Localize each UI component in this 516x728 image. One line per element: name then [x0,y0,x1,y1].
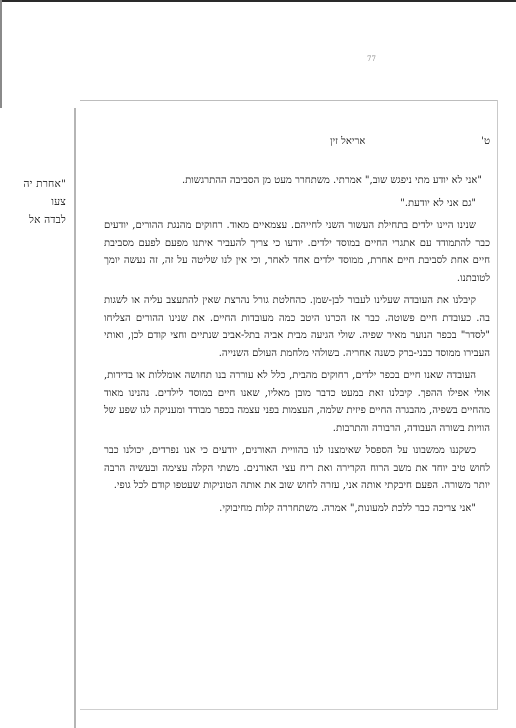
page-header [330,136,490,147]
left-page-line: "אחרת יה [23,178,66,190]
page-edge [80,709,498,710]
paragraph: "אני לא יודע מתי ניפגש שוב," אמרתי. משתחרר מעט מן הסביבה ההתרגשות. [181,175,482,186]
left-page-line: צעו [51,196,66,208]
paragraph: העובדה שאנו חיים בכפר ילדים, רחוקים מהבית, כלל לא עוררה בנו תחושה אומללות או בדידות, אולי אפילו ההפך. קיבלנו זאת במעט כדבר מובן מאליו, שאנו חיים במוסד לילדים. נהנינו מאוד מהחיים בשפיה, מהבגרה החיים פיזית שלמה, העצמות בפני עצמה בכפר מבודד ומעניקה לגו שפע של הוויות בשורה העבודה, הרבורה והתרבות. [104,370,490,434]
document-page [80,100,498,710]
scan-edge-top [0,0,516,2]
page-edge [80,100,498,101]
page-number: ט' [481,136,490,147]
left-page-line: לבדה אל [28,214,66,226]
page-edge [497,100,498,710]
body-text [104,172,490,522]
paragraph: "גם אני לא יודעת." [400,197,476,209]
left-page-fragment [0,108,76,728]
paragraph: קיבלנו את העובדה שעלינו לעבור לבן-שמן. כהחלטת גורל נהרצת שאין להתעצב עליה או לשגות בה. כעובדת חיים פשוטה. כבר אז הכרנו היטב כמה מעובדות החיים. את שנינו ההורים הצליחו "לסדר" בכפר הנוער מאיר שפיה. שולי הגיעה מבית אביה בתל-אביב שנתיים וחצי קודם לכן, ואותי העבירו ממוסד כבני-ברק כשנה אחריה. בשולהי מלחמת העולם השנייה. [104,295,490,359]
scan-mark: 77 [367,55,376,63]
paragraph: כשקננו ממשבונו על הספסל שאימצנו לנו בהוויית האורנים, יודעים כי אנו נפרדים, יכולנו כבר לחוש טיב יוחד את משב הרוח הקרירה ואת ריח עצי האורנים. משתי הקלה עצימה ובעשיה הרבה יותר משורה. הפעם חיבקתי אותה אני, עזרה לחוש שוב את אותה הטוניקות שעטפו קודם לכל גופי. [104,445,490,491]
paragraph: "אני צריכה כבר ללכת למעונות," אמרה. משתחררה קלות מחיבוקי. [219,502,476,514]
author-name: אריאל זין [330,136,366,147]
page-fold [74,108,76,728]
paragraph: שנינו היינו ילדים בתחילת העשור השני לחייהם. עצמאיים מאוד. רחוקים מהנגת ההורים, יודעים כבר להתמודד עם אתגרי החיים במוסד ילדים. יודעו כי צריך להעביר איתנו מפעם לפעם מסביבת חיים אחת לסביבת חיים אחרת, ממוסד ילדים אחד לאחר, וכי אין לנו שליטה על זה, זה נעשה יומך לטובתנו. [104,220,490,284]
